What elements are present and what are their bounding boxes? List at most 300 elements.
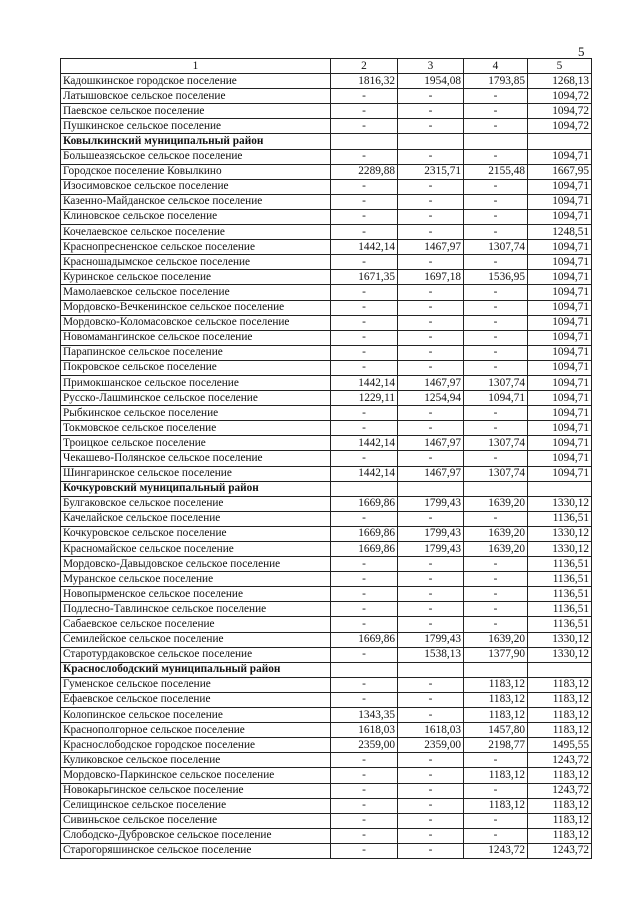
- value-cell-c3: -: [398, 708, 464, 723]
- settlement-name-cell: Краснопресненское сельское поселение: [61, 240, 331, 255]
- value-cell-c3: -: [398, 300, 464, 315]
- settlement-name-cell: Булгаковское сельское поселение: [61, 496, 331, 511]
- value-cell-c2: 1669,86: [331, 496, 398, 511]
- settlement-name-cell: Краснополгорное сельское поселение: [61, 723, 331, 738]
- table-row: [61, 149, 592, 164]
- value-cell-c5: 1183,12: [528, 768, 592, 783]
- value-cell-c2: 1442,14: [331, 375, 398, 390]
- value-cell-c2: 1442,14: [331, 436, 398, 451]
- table-row: [61, 557, 592, 572]
- empty-cell: [464, 662, 528, 677]
- table-row: [61, 300, 592, 315]
- value-cell-c5: 1094,71: [528, 209, 592, 224]
- table-row: [61, 511, 592, 526]
- value-cell-c3: -: [398, 617, 464, 632]
- value-cell-c3: -: [398, 285, 464, 300]
- value-cell-c2: 1442,14: [331, 240, 398, 255]
- value-cell-c4: -: [464, 602, 528, 617]
- value-cell-c4: -: [464, 828, 528, 843]
- value-cell-c4: -: [464, 587, 528, 602]
- value-cell-c4: 2198,77: [464, 738, 528, 753]
- value-cell-c5: 1330,12: [528, 526, 592, 541]
- value-cell-c2: -: [331, 89, 398, 104]
- settlement-name-cell: Шингаринское сельское поселение: [61, 466, 331, 481]
- value-cell-c2: -: [331, 119, 398, 134]
- header-cell: 3: [398, 59, 464, 74]
- settlement-name-cell: Токмовское сельское поселение: [61, 421, 331, 436]
- settlement-name-cell: Кочелаевское сельское поселение: [61, 225, 331, 240]
- value-cell-c5: 1094,71: [528, 330, 592, 345]
- value-cell-c2: -: [331, 798, 398, 813]
- table-row: [61, 738, 592, 753]
- table-row: [61, 315, 592, 330]
- value-cell-c3: -: [398, 255, 464, 270]
- settlement-name-cell: Кадошкинское городское поселение: [61, 74, 331, 89]
- value-cell-c5: 1136,51: [528, 557, 592, 572]
- settlement-name-cell: Муранское сельское поселение: [61, 572, 331, 587]
- table-row: [61, 240, 592, 255]
- settlement-name-cell: Мордовско-Вечкенинское сельское поселение: [61, 300, 331, 315]
- value-cell-c3: -: [398, 511, 464, 526]
- value-cell-c5: 1094,71: [528, 300, 592, 315]
- value-cell-c2: 2359,00: [331, 738, 398, 753]
- settlement-name-cell: Сабаевское сельское поселение: [61, 617, 331, 632]
- header-cell: 2: [331, 59, 398, 74]
- empty-cell: [528, 662, 592, 677]
- value-cell-c3: -: [398, 345, 464, 360]
- settlement-name-cell: Колопинское сельское поселение: [61, 708, 331, 723]
- settlement-name-cell: Гуменское сельское поселение: [61, 677, 331, 692]
- value-cell-c3: -: [398, 179, 464, 194]
- value-cell-c2: -: [331, 255, 398, 270]
- value-cell-c5: 1183,12: [528, 813, 592, 828]
- table-row: [61, 270, 592, 285]
- table-row: [61, 526, 592, 541]
- value-cell-c5: 1183,12: [528, 723, 592, 738]
- value-cell-c5: 1136,51: [528, 572, 592, 587]
- value-cell-c3: 1954,08: [398, 74, 464, 89]
- value-cell-c5: 1330,12: [528, 632, 592, 647]
- value-cell-c4: -: [464, 345, 528, 360]
- value-cell-c2: 1343,35: [331, 708, 398, 723]
- value-cell-c4: 1183,12: [464, 708, 528, 723]
- value-cell-c5: 1094,71: [528, 391, 592, 406]
- settlement-name-cell: Старогоряшинское сельское поселение: [61, 843, 331, 858]
- value-cell-c4: -: [464, 104, 528, 119]
- value-cell-c2: -: [331, 843, 398, 858]
- settlement-name-cell: Мордовско-Паркинское сельское поселение: [61, 768, 331, 783]
- value-cell-c4: 1307,74: [464, 436, 528, 451]
- value-cell-c4: 1183,12: [464, 692, 528, 707]
- value-cell-c3: -: [398, 602, 464, 617]
- table-row: [61, 119, 592, 134]
- value-cell-c4: 1243,72: [464, 843, 528, 858]
- table-row: [61, 436, 592, 451]
- value-cell-c4: 1639,20: [464, 632, 528, 647]
- value-cell-c5: 1243,72: [528, 783, 592, 798]
- value-cell-c4: 1793,85: [464, 74, 528, 89]
- table-row: [61, 255, 592, 270]
- value-cell-c5: 1136,51: [528, 587, 592, 602]
- value-cell-c3: -: [398, 587, 464, 602]
- value-cell-c5: 1094,71: [528, 421, 592, 436]
- table-row: [61, 828, 592, 843]
- settlement-name-cell: Городское поселение Ковылкино: [61, 164, 331, 179]
- table-row: [61, 783, 592, 798]
- value-cell-c4: -: [464, 617, 528, 632]
- table-row: [61, 360, 592, 375]
- value-cell-c2: -: [331, 300, 398, 315]
- value-cell-c3: -: [398, 406, 464, 421]
- district-name-cell: Ковылкинский муниципальный район: [61, 134, 331, 149]
- table-row: [61, 843, 592, 858]
- value-cell-c3: -: [398, 104, 464, 119]
- page-number: 5: [578, 44, 585, 59]
- value-cell-c2: -: [331, 753, 398, 768]
- value-cell-c3: -: [398, 360, 464, 375]
- value-cell-c3: -: [398, 194, 464, 209]
- value-cell-c5: 1094,71: [528, 194, 592, 209]
- value-cell-c5: 1330,12: [528, 542, 592, 557]
- value-cell-c2: -: [331, 330, 398, 345]
- value-cell-c5: 1330,12: [528, 496, 592, 511]
- value-cell-c2: -: [331, 179, 398, 194]
- value-cell-c4: -: [464, 360, 528, 375]
- table-row: [61, 345, 592, 360]
- value-cell-c5: 1094,71: [528, 285, 592, 300]
- value-cell-c4: 1536,95: [464, 270, 528, 285]
- value-cell-c4: -: [464, 285, 528, 300]
- value-cell-c3: -: [398, 119, 464, 134]
- settlement-name-cell: Паевское сельское поселение: [61, 104, 331, 119]
- value-cell-c2: -: [331, 511, 398, 526]
- empty-cell: [331, 662, 398, 677]
- value-cell-c2: 1669,86: [331, 526, 398, 541]
- value-cell-c4: -: [464, 119, 528, 134]
- table-row: [61, 677, 592, 692]
- table-row: [61, 194, 592, 209]
- value-cell-c5: 1183,12: [528, 798, 592, 813]
- value-cell-c3: -: [398, 768, 464, 783]
- value-cell-c2: -: [331, 813, 398, 828]
- value-cell-c3: 1467,97: [398, 466, 464, 481]
- value-cell-c2: -: [331, 360, 398, 375]
- value-cell-c5: 1094,71: [528, 451, 592, 466]
- settlement-name-cell: Троицкое сельское поселение: [61, 436, 331, 451]
- table-row: [61, 164, 592, 179]
- district-header-row: [61, 481, 592, 496]
- value-cell-c3: -: [398, 753, 464, 768]
- value-cell-c2: 1816,32: [331, 74, 398, 89]
- value-cell-c4: -: [464, 572, 528, 587]
- value-cell-c5: 1183,12: [528, 828, 592, 843]
- value-cell-c4: 1307,74: [464, 240, 528, 255]
- value-cell-c5: 1330,12: [528, 647, 592, 662]
- table-row: [61, 179, 592, 194]
- value-cell-c3: -: [398, 798, 464, 813]
- value-cell-c4: -: [464, 511, 528, 526]
- header-cell: 1: [61, 59, 331, 74]
- settlement-name-cell: Куринское сельское поселение: [61, 270, 331, 285]
- value-cell-c4: -: [464, 406, 528, 421]
- value-cell-c5: 1094,71: [528, 406, 592, 421]
- value-cell-c3: -: [398, 225, 464, 240]
- value-cell-c3: -: [398, 677, 464, 692]
- settlement-name-cell: Ефаевское сельское поселение: [61, 692, 331, 707]
- value-cell-c3: 1799,43: [398, 496, 464, 511]
- value-cell-c2: -: [331, 315, 398, 330]
- value-cell-c4: 1183,12: [464, 677, 528, 692]
- value-cell-c5: 1094,71: [528, 149, 592, 164]
- settlement-name-cell: Старотурдаковское сельское поселение: [61, 647, 331, 662]
- empty-cell: [464, 481, 528, 496]
- settlement-name-cell: Казенно-Майданское сельское поселение: [61, 194, 331, 209]
- table-row: [61, 209, 592, 224]
- empty-cell: [331, 134, 398, 149]
- value-cell-c2: -: [331, 421, 398, 436]
- table-row: [61, 768, 592, 783]
- value-cell-c2: -: [331, 285, 398, 300]
- table-row: [61, 542, 592, 557]
- value-cell-c3: -: [398, 149, 464, 164]
- table-row: [61, 572, 592, 587]
- value-cell-c2: -: [331, 194, 398, 209]
- table-row: [61, 647, 592, 662]
- settlement-name-cell: Подлесно-Тавлинское сельское поселение: [61, 602, 331, 617]
- table-row: [61, 602, 592, 617]
- value-cell-c2: -: [331, 451, 398, 466]
- value-cell-c4: -: [464, 315, 528, 330]
- settlement-name-cell: Новомамангинское сельское поселение: [61, 330, 331, 345]
- value-cell-c2: -: [331, 768, 398, 783]
- value-cell-c4: -: [464, 209, 528, 224]
- value-cell-c5: 1243,72: [528, 843, 592, 858]
- value-cell-c3: -: [398, 451, 464, 466]
- table-row: [61, 813, 592, 828]
- value-cell-c3: -: [398, 557, 464, 572]
- value-cell-c2: 1669,86: [331, 632, 398, 647]
- settlement-name-cell: Изосимовское сельское поселение: [61, 179, 331, 194]
- table-row: [61, 692, 592, 707]
- settlement-name-cell: Чекашево-Полянское сельское поселение: [61, 451, 331, 466]
- value-cell-c5: 1136,51: [528, 602, 592, 617]
- settlement-name-cell: Парапинское сельское поселение: [61, 345, 331, 360]
- table-row: [61, 421, 592, 436]
- district-name-cell: Краснослободский муниципальный район: [61, 662, 331, 677]
- value-cell-c4: -: [464, 89, 528, 104]
- value-cell-c5: 1094,71: [528, 360, 592, 375]
- value-cell-c3: -: [398, 315, 464, 330]
- value-cell-c3: 1697,18: [398, 270, 464, 285]
- header-cell: 4: [464, 59, 528, 74]
- value-cell-c4: -: [464, 557, 528, 572]
- settlement-name-cell: Слободско-Дубровское сельское поселение: [61, 828, 331, 843]
- table-row: [61, 285, 592, 300]
- value-cell-c4: 1094,71: [464, 391, 528, 406]
- settlement-name-cell: Кочкуровское сельское поселение: [61, 526, 331, 541]
- settlement-name-cell: Покровское сельское поселение: [61, 360, 331, 375]
- settlement-name-cell: Селищинское сельское поселение: [61, 798, 331, 813]
- value-cell-c2: -: [331, 647, 398, 662]
- value-cell-c2: -: [331, 345, 398, 360]
- value-cell-c5: 1243,72: [528, 753, 592, 768]
- value-cell-c2: -: [331, 225, 398, 240]
- value-cell-c2: 1618,03: [331, 723, 398, 738]
- settlement-name-cell: Новокарьгинское сельское поселение: [61, 783, 331, 798]
- settlement-name-cell: Латышовское сельское поселение: [61, 89, 331, 104]
- value-cell-c4: -: [464, 300, 528, 315]
- value-cell-c5: 1248,51: [528, 225, 592, 240]
- value-cell-c5: 1094,71: [528, 436, 592, 451]
- settlement-name-cell: Качелайское сельское поселение: [61, 511, 331, 526]
- settlement-name-cell: Сивиньское сельское поселение: [61, 813, 331, 828]
- value-cell-c4: -: [464, 330, 528, 345]
- settlement-name-cell: Мамолаевское сельское поселение: [61, 285, 331, 300]
- value-cell-c3: 1799,43: [398, 632, 464, 647]
- value-cell-c4: -: [464, 225, 528, 240]
- value-cell-c2: 1669,86: [331, 542, 398, 557]
- value-cell-c5: 1268,13: [528, 74, 592, 89]
- value-cell-c5: 1094,71: [528, 240, 592, 255]
- value-cell-c5: 1183,12: [528, 692, 592, 707]
- value-cell-c2: 1442,14: [331, 466, 398, 481]
- value-cell-c3: 1467,97: [398, 375, 464, 390]
- table-row: [61, 496, 592, 511]
- value-cell-c3: 2359,00: [398, 738, 464, 753]
- value-cell-c4: 1183,12: [464, 798, 528, 813]
- value-cell-c2: -: [331, 692, 398, 707]
- empty-cell: [464, 134, 528, 149]
- value-cell-c2: -: [331, 677, 398, 692]
- value-cell-c3: -: [398, 572, 464, 587]
- table-row: [61, 753, 592, 768]
- settlement-name-cell: Пушкинское сельское поселение: [61, 119, 331, 134]
- value-cell-c3: 1467,97: [398, 436, 464, 451]
- value-cell-c4: -: [464, 783, 528, 798]
- value-cell-c5: 1094,71: [528, 179, 592, 194]
- settlement-name-cell: Красношадымское сельское поселение: [61, 255, 331, 270]
- value-cell-c2: 1229,11: [331, 391, 398, 406]
- value-cell-c5: 1094,71: [528, 375, 592, 390]
- tariff-table: [60, 58, 592, 859]
- value-cell-c4: 1307,74: [464, 375, 528, 390]
- value-cell-c2: -: [331, 572, 398, 587]
- value-cell-c4: 2155,48: [464, 164, 528, 179]
- value-cell-c3: 1799,43: [398, 526, 464, 541]
- value-cell-c3: -: [398, 209, 464, 224]
- value-cell-c2: -: [331, 209, 398, 224]
- value-cell-c4: 1183,12: [464, 768, 528, 783]
- value-cell-c4: -: [464, 421, 528, 436]
- value-cell-c3: -: [398, 692, 464, 707]
- value-cell-c3: 1254,94: [398, 391, 464, 406]
- table-row: [61, 406, 592, 421]
- district-header-row: [61, 662, 592, 677]
- value-cell-c4: -: [464, 194, 528, 209]
- value-cell-c2: -: [331, 617, 398, 632]
- table-row: [61, 723, 592, 738]
- value-cell-c5: 1183,12: [528, 708, 592, 723]
- value-cell-c3: -: [398, 813, 464, 828]
- settlement-name-cell: Клиновское сельское поселение: [61, 209, 331, 224]
- district-header-row: [61, 134, 592, 149]
- value-cell-c2: 2289,88: [331, 164, 398, 179]
- value-cell-c2: -: [331, 557, 398, 572]
- settlement-name-cell: Большеазясьское сельское поселение: [61, 149, 331, 164]
- value-cell-c5: 1094,71: [528, 255, 592, 270]
- empty-cell: [398, 134, 464, 149]
- table-row: [61, 466, 592, 481]
- value-cell-c5: 1094,71: [528, 466, 592, 481]
- value-cell-c4: -: [464, 255, 528, 270]
- value-cell-c3: 1618,03: [398, 723, 464, 738]
- settlement-name-cell: Рыбкинское сельское поселение: [61, 406, 331, 421]
- value-cell-c3: 2315,71: [398, 164, 464, 179]
- value-cell-c5: 1094,72: [528, 89, 592, 104]
- value-cell-c5: 1094,72: [528, 104, 592, 119]
- empty-cell: [398, 481, 464, 496]
- settlement-name-cell: Семилейское сельское поселение: [61, 632, 331, 647]
- header-cell: 5: [528, 59, 592, 74]
- value-cell-c4: 1639,20: [464, 526, 528, 541]
- value-cell-c4: 1377,90: [464, 647, 528, 662]
- value-cell-c5: 1094,71: [528, 270, 592, 285]
- value-cell-c5: 1495,55: [528, 738, 592, 753]
- value-cell-c2: -: [331, 149, 398, 164]
- value-cell-c2: -: [331, 104, 398, 119]
- empty-cell: [398, 662, 464, 677]
- district-name-cell: Кочкуровский муниципальный район: [61, 481, 331, 496]
- settlement-name-cell: Красномайское сельское поселение: [61, 542, 331, 557]
- table-row: [61, 617, 592, 632]
- table-row: [61, 587, 592, 602]
- empty-cell: [331, 481, 398, 496]
- value-cell-c4: -: [464, 753, 528, 768]
- value-cell-c2: -: [331, 602, 398, 617]
- settlement-name-cell: Мордовско-Коломасовское сельское поселение: [61, 315, 331, 330]
- value-cell-c5: 1094,72: [528, 119, 592, 134]
- table-row: [61, 74, 592, 89]
- settlement-name-cell: Мордовско-Давыдовское сельское поселение: [61, 557, 331, 572]
- table-row: [61, 225, 592, 240]
- value-cell-c3: 1467,97: [398, 240, 464, 255]
- value-cell-c5: 1094,71: [528, 345, 592, 360]
- value-cell-c4: -: [464, 451, 528, 466]
- settlement-name-cell: Примокшанское сельское поселение: [61, 375, 331, 390]
- empty-cell: [528, 481, 592, 496]
- value-cell-c4: 1639,20: [464, 496, 528, 511]
- value-cell-c2: -: [331, 783, 398, 798]
- value-cell-c2: 1671,35: [331, 270, 398, 285]
- settlement-name-cell: Русско-Лашминское сельское поселение: [61, 391, 331, 406]
- value-cell-c3: -: [398, 421, 464, 436]
- value-cell-c3: -: [398, 828, 464, 843]
- value-cell-c4: -: [464, 179, 528, 194]
- settlement-name-cell: Новопырменское сельское поселение: [61, 587, 331, 602]
- value-cell-c5: 1183,12: [528, 677, 592, 692]
- value-cell-c5: 1667,95: [528, 164, 592, 179]
- value-cell-c4: -: [464, 149, 528, 164]
- value-cell-c2: -: [331, 828, 398, 843]
- value-cell-c2: -: [331, 587, 398, 602]
- table-row: [61, 708, 592, 723]
- table-row: [61, 391, 592, 406]
- table-row: [61, 798, 592, 813]
- value-cell-c4: 1457,80: [464, 723, 528, 738]
- value-cell-c5: 1136,51: [528, 511, 592, 526]
- table-row: [61, 375, 592, 390]
- value-cell-c5: 1094,71: [528, 315, 592, 330]
